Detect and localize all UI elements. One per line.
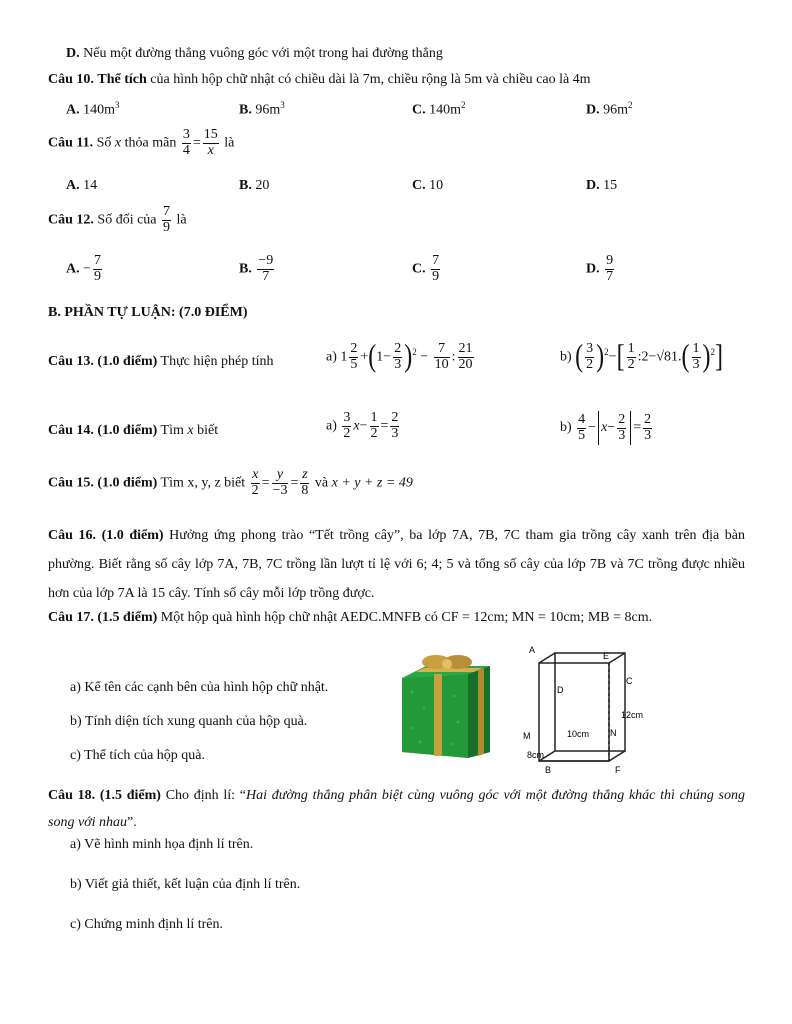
option-exponent: 3 <box>280 100 285 110</box>
q11-option-b: B. 20 <box>239 178 270 193</box>
part-label: b) <box>560 349 572 365</box>
equals-sign: = <box>192 135 201 151</box>
option-value: 96m <box>255 102 281 118</box>
q10-option-d <box>586 100 633 119</box>
part-label: a) <box>326 349 337 365</box>
q12-option-a: A. − $\frac{7}{9}$ <box>66 253 102 284</box>
question-13 <box>48 354 273 370</box>
question-text: Tìm <box>160 423 184 438</box>
option-exponent: 3 <box>115 100 120 110</box>
q10-option-c <box>412 100 466 119</box>
theorem-text: Hai đường thẳng phân biệt cùng vuông góc với một đường thẳng khác thì chúng song song với nhau <box>48 788 745 830</box>
question-text: ”. <box>127 815 137 830</box>
q18-item-b: b) Viết giả thiết, kết luận của định lí trên. <box>70 877 301 892</box>
question-18 <box>48 782 745 836</box>
q17-item-c: c) Thể tích của hộp quà. <box>70 748 206 763</box>
question-label: Câu 15. (1.0 điểm) <box>48 475 158 491</box>
vertex-label-e: E <box>603 651 610 661</box>
q12-option-c: C. $\frac{7}{9}$ <box>412 253 440 284</box>
question-17 <box>48 610 652 626</box>
question-text: Hưởng ứng phong trào “Tết trồng cây”, ba lớp 7A, 7B, 7C tham gia trồng cây xanh trên địa bàn phường. Biết rằng số cây lớp 7A, 7B, 7C trồng lần lượt tỉ lệ với 6; 4; 5 và tổng số cây của lớp 7B và 7C trồng được nhiều hơn của lớp 7A là 15 cây. Tính số cây mỗi lớp trồng được. <box>48 528 746 601</box>
q10-option-b <box>239 100 285 119</box>
question-text: của hình hộp chữ nhật có chiều dài là 7m, chiều rộng là 5m và chiều cao là 4m <box>150 72 591 87</box>
question-11 <box>48 128 234 158</box>
gift-box-image <box>398 652 494 760</box>
q11-option-d: D. 15 <box>586 178 618 193</box>
box-diagram <box>515 645 655 777</box>
option-text: Nếu một đường thẳng vuông góc với một trong hai đường thẳng <box>83 46 443 61</box>
question-text: là <box>176 212 187 228</box>
question-text: biết <box>197 423 219 438</box>
question-10 <box>48 72 591 88</box>
fraction: $\frac{3}{4}$ <box>182 127 190 158</box>
variable: x <box>114 135 122 151</box>
vertex-label-c: C <box>626 676 633 686</box>
question-label: Câu 13. (1.0 điểm) <box>48 354 158 369</box>
question-16 <box>48 521 745 608</box>
q18-item-a: a) Vẽ hình minh họa định lí trên. <box>70 837 254 852</box>
option-label: D. <box>66 46 80 61</box>
mn-length-label: 10cm <box>567 729 590 739</box>
vertex-label-n: N <box>610 728 617 738</box>
mb-length-label: 8cm <box>527 750 545 760</box>
question-label: Câu 16. (1.0 điểm) <box>48 528 164 543</box>
section-heading: B. PHẦN TỰ LUẬN: (7.0 ĐIỂM) <box>48 305 248 320</box>
option-label: B. <box>239 102 252 118</box>
question-text: là <box>224 135 235 151</box>
option-value: 140m <box>429 102 462 118</box>
q17-item-a: a) Kể tên các cạnh bên của hình hộp chữ nhật. <box>70 680 329 695</box>
vertex-label-a: A <box>529 645 536 655</box>
vertex-label-b: B <box>545 765 552 775</box>
question-text: và <box>314 475 329 491</box>
option-exponent: 2 <box>461 100 466 110</box>
question-text: Số đối của <box>97 212 157 228</box>
question-15: Câu 15. (1.0 điểm) Tìm x, y, z biết $\frac{x}{2}$ = $\frac{y}{-3}$ = $\frac{z}{8}$ và x + y + z = 49 <box>48 467 413 498</box>
question-text: Thực hiện phép tính <box>160 354 274 369</box>
q11-option-c: C. 10 <box>412 178 444 193</box>
q13-part-a-expression: a) 1 $\frac{2}{5}$ +(1− $\frac{2}{3}$ )$^2$ − $\frac{7}{10}$ : $\frac{21}{20}$ <box>326 339 473 374</box>
option-label: C. <box>412 102 426 118</box>
vertex-label-f: F <box>615 765 621 775</box>
question-12 <box>48 205 187 235</box>
q18-item-c: c) Chứng minh định lí trên. <box>70 917 224 932</box>
option-value: 96m <box>603 102 629 118</box>
q12-option-d: D. $\frac{9}{7}$ <box>586 253 614 284</box>
question-text: Cho định lí: “ <box>165 788 246 803</box>
question-label: Câu 10. <box>48 72 94 87</box>
part-label: b) <box>560 420 572 436</box>
question-text: thỏa mãn <box>124 135 177 151</box>
question-label: Câu 17. (1.5 điểm) <box>48 610 158 625</box>
fraction: $\frac{15}{x}$ <box>203 127 218 158</box>
option-exponent: 2 <box>628 100 633 110</box>
q11-option-a: A. 14 <box>66 178 98 193</box>
q12-option-b: B. $\frac{-9}{7}$ <box>239 253 274 284</box>
vertex-label-m: M <box>523 731 531 741</box>
question-bold-word: Thể tích <box>97 72 147 87</box>
question-label: Câu 14. (1.0 điểm) <box>48 423 158 438</box>
fraction: $\frac{7}{9}$ <box>163 204 171 235</box>
cf-length-label: 12cm <box>621 710 644 720</box>
option-d-line <box>66 46 443 62</box>
part-label: a) <box>326 418 337 434</box>
question-text: Một hộp quà hình hộp chữ nhật AEDC.MNFB có CF = 12cm; MN = 10cm; MB = 8cm. <box>160 610 653 625</box>
question-text: Tìm x, y, z biết <box>160 475 246 491</box>
q14-part-b-expression: b) $\frac{4}{5}$ − x− $\frac{2}{3}$ = $\frac{2}{3}$ <box>560 411 654 445</box>
question-text: Số <box>96 135 112 151</box>
vertex-label-d: D <box>557 685 564 695</box>
q10-option-a <box>66 100 120 119</box>
q14-part-a-expression: a) $\frac{3}{2}$ x− $\frac{1}{2}$ = $\frac{2}{3}$ <box>326 410 399 441</box>
question-label: Câu 12. <box>48 212 94 228</box>
option-label: D. <box>586 102 600 118</box>
question-14 <box>48 423 218 439</box>
question-label: Câu 18. (1.5 điểm) <box>48 788 161 803</box>
option-label: A. <box>66 102 80 118</box>
variable: x <box>187 423 194 438</box>
q17-item-b: b) Tính diện tích xung quanh của hộp quà. <box>70 714 308 729</box>
sum-equation: x + y + z = 49 <box>331 475 413 491</box>
question-label: Câu 11. <box>48 135 94 151</box>
option-value: 140m <box>83 102 116 118</box>
q13-part-b-expression: b) ( $\frac{3}{2}$ )$^2$−[ $\frac{1}{2}$ :2−√81.( $\frac{1}{3}$ )$^2$] <box>560 339 724 374</box>
